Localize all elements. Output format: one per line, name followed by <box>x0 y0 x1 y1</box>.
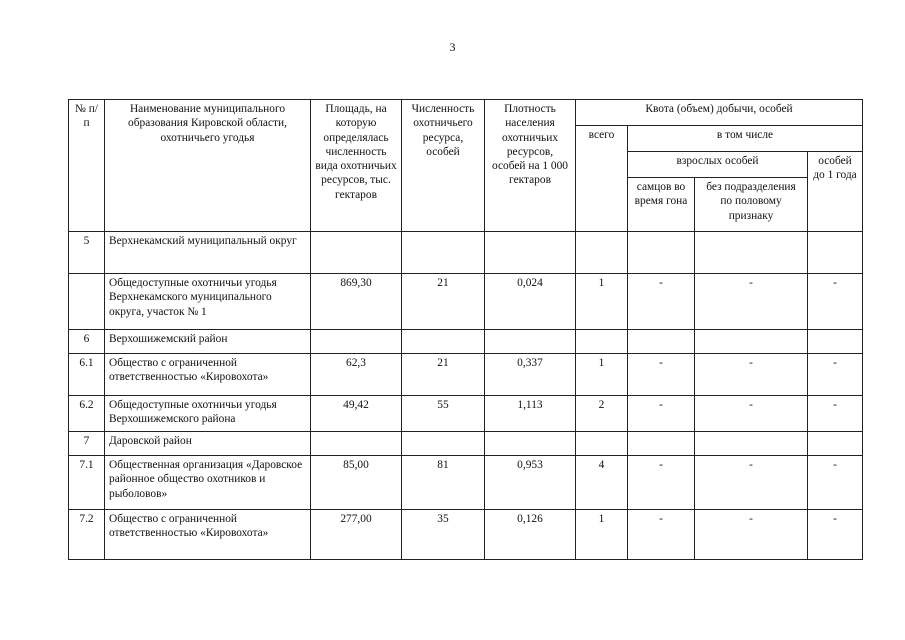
cell-count: 35 <box>402 510 485 560</box>
cell-name: Общественная организация «Даровское районное общество охотников и рыболовов» <box>105 456 311 510</box>
cell-name: Верхнекамский муниципальный округ <box>105 232 311 274</box>
header-num: № п/п <box>69 100 105 232</box>
cell-num: 6.2 <box>69 396 105 432</box>
cell-total: 1 <box>576 510 628 560</box>
header-area: Площадь, на которую определялась численность вида охотничьих ресурсов, тыс. гектаров <box>311 100 402 232</box>
cell-num: 6 <box>69 330 105 354</box>
header-name: Наименование муниципального образования Кировской области, охотничьего угодья <box>105 100 311 232</box>
cell-total: 1 <box>576 354 628 396</box>
cell-num: 7.2 <box>69 510 105 560</box>
cell-area <box>311 232 402 274</box>
header-total: всего <box>576 126 628 232</box>
cell-males: - <box>628 396 695 432</box>
cell-count: 21 <box>402 274 485 330</box>
cell-males: - <box>628 510 695 560</box>
header-quota: Квота (объем) добычи, особей <box>576 100 863 126</box>
cell-num: 6.1 <box>69 354 105 396</box>
table-row <box>69 510 863 560</box>
cell-num: 5 <box>69 232 105 274</box>
quota-table <box>68 99 863 560</box>
table-row <box>69 354 863 396</box>
cell-count <box>402 232 485 274</box>
header-under1: особей до 1 года <box>808 152 863 232</box>
cell-num: 7 <box>69 432 105 456</box>
cell-under1 <box>808 432 863 456</box>
cell-under1: - <box>808 456 863 510</box>
header-no-sex: без подразделения по половому признаку <box>695 178 808 232</box>
cell-nosex: - <box>695 456 808 510</box>
cell-nosex <box>695 432 808 456</box>
cell-area: 277,00 <box>311 510 402 560</box>
cell-count: 55 <box>402 396 485 432</box>
cell-total <box>576 330 628 354</box>
cell-name: Общедоступные охотничьи угодья Верхошижемского района <box>105 396 311 432</box>
cell-total: 4 <box>576 456 628 510</box>
cell-nosex: - <box>695 354 808 396</box>
page-number: 3 <box>449 40 456 54</box>
header-count: Численность охотничьего ресурса, особей <box>402 100 485 232</box>
cell-name: Общедоступные охотничьи угодья Верхнекамского муниципального округа, участок № 1 <box>105 274 311 330</box>
header-males-rut: самцов во время гона <box>628 178 695 232</box>
cell-area: 49,42 <box>311 396 402 432</box>
cell-under1: - <box>808 274 863 330</box>
header-including: в том числе <box>628 126 863 152</box>
table-row <box>69 232 863 274</box>
table-row <box>69 330 863 354</box>
table-row <box>69 274 863 330</box>
cell-nosex: - <box>695 274 808 330</box>
cell-males: - <box>628 354 695 396</box>
cell-density: 0,953 <box>485 456 576 510</box>
cell-density: 1,113 <box>485 396 576 432</box>
cell-nosex <box>695 330 808 354</box>
header-adults: взрослых особей <box>628 152 808 178</box>
cell-num <box>69 274 105 330</box>
cell-nosex <box>695 232 808 274</box>
cell-num: 7.1 <box>69 456 105 510</box>
cell-count: 21 <box>402 354 485 396</box>
cell-total: 2 <box>576 396 628 432</box>
cell-males <box>628 432 695 456</box>
cell-area: 62,3 <box>311 354 402 396</box>
cell-total: 1 <box>576 274 628 330</box>
cell-name: Верхошижемский район <box>105 330 311 354</box>
cell-area <box>311 330 402 354</box>
cell-under1 <box>808 232 863 274</box>
cell-males: - <box>628 274 695 330</box>
cell-total <box>576 432 628 456</box>
cell-under1 <box>808 330 863 354</box>
cell-under1: - <box>808 396 863 432</box>
cell-males <box>628 232 695 274</box>
cell-density: 0,024 <box>485 274 576 330</box>
cell-density <box>485 232 576 274</box>
cell-males: - <box>628 456 695 510</box>
cell-total <box>576 232 628 274</box>
cell-name: Общество с ограниченной ответственностью «Кировохота» <box>105 354 311 396</box>
cell-density <box>485 432 576 456</box>
cell-under1: - <box>808 354 863 396</box>
cell-nosex: - <box>695 510 808 560</box>
cell-males <box>628 330 695 354</box>
cell-density: 0,337 <box>485 354 576 396</box>
cell-count <box>402 432 485 456</box>
cell-nosex: - <box>695 396 808 432</box>
cell-name: Даровской район <box>105 432 311 456</box>
cell-density <box>485 330 576 354</box>
cell-name: Общество с ограниченной ответственностью «Кировохота» <box>105 510 311 560</box>
table-row <box>69 396 863 432</box>
table-row <box>69 432 863 456</box>
table-row <box>69 456 863 510</box>
cell-area: 85,00 <box>311 456 402 510</box>
cell-density: 0,126 <box>485 510 576 560</box>
header-density: Плотность населения охотничьих ресурсов, особей на 1 000 гектаров <box>485 100 576 232</box>
cell-count <box>402 330 485 354</box>
cell-under1: - <box>808 510 863 560</box>
cell-count: 81 <box>402 456 485 510</box>
cell-area <box>311 432 402 456</box>
cell-area: 869,30 <box>311 274 402 330</box>
